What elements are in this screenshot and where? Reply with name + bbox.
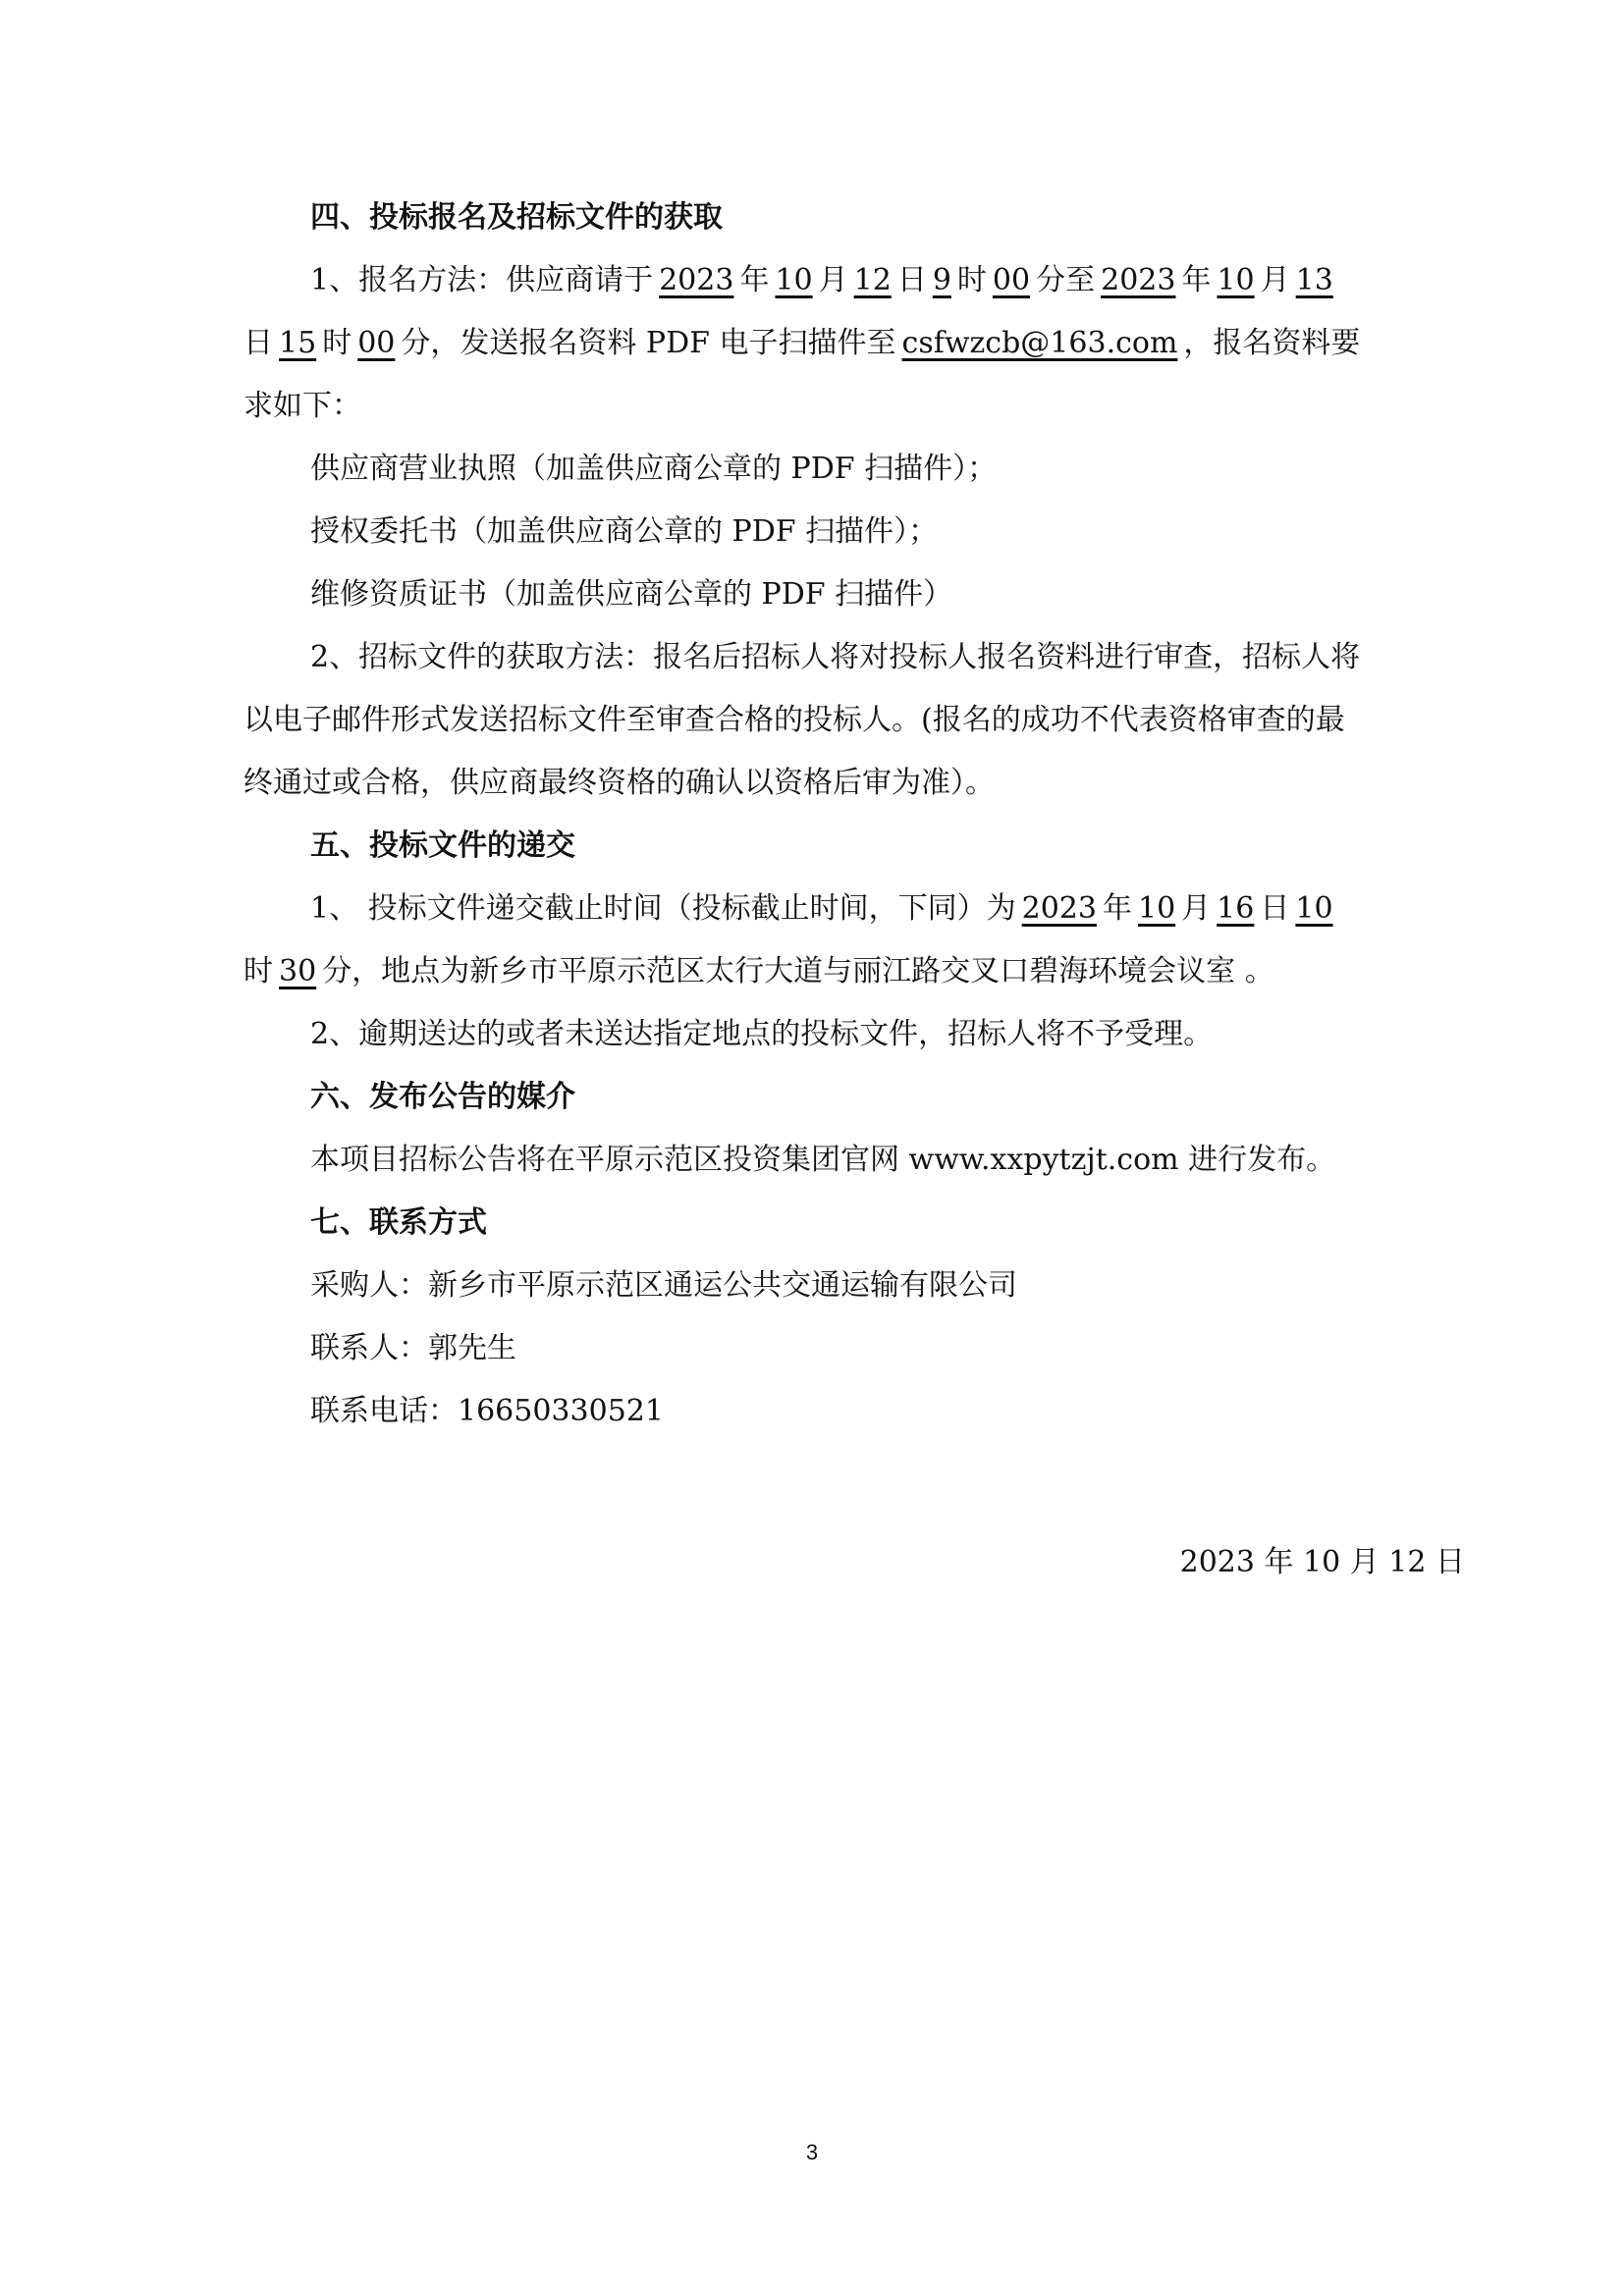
section-5-heading: 五、投标文件的递交 bbox=[310, 828, 575, 863]
page-number: 3 bbox=[805, 2140, 819, 2164]
text: 月 bbox=[1260, 263, 1290, 297]
section-7-heading: 七、联系方式 bbox=[310, 1205, 487, 1240]
end-minute: 00 bbox=[357, 326, 396, 360]
text: 1、报名方法：供应商请于 bbox=[310, 263, 654, 297]
end-hour: 15 bbox=[279, 326, 317, 360]
end-day: 13 bbox=[1295, 263, 1333, 297]
s4-item1-line3: 求如下： bbox=[244, 389, 361, 423]
contact-person: 联系人：郭先生 bbox=[310, 1331, 516, 1365]
s4-item1-line1 bbox=[244, 249, 1469, 312]
section-6-heading: 六、发布公告的媒介 bbox=[310, 1080, 575, 1114]
text: ，报名资料要 bbox=[1183, 326, 1361, 360]
text: 月 bbox=[818, 263, 848, 297]
text: 分至 bbox=[1036, 263, 1096, 297]
contact-phone: 联系电话：16650330521 bbox=[310, 1394, 664, 1428]
text: 年 bbox=[739, 263, 770, 297]
email-link[interactable]: csfwzcb@163.com bbox=[901, 326, 1178, 360]
purchaser: 采购人：新乡市平原示范区通运公共交通运输有限公司 bbox=[310, 1268, 1017, 1303]
text: 日 bbox=[896, 263, 927, 297]
start-year: 2023 bbox=[659, 263, 734, 297]
deadline-year: 2023 bbox=[1021, 891, 1097, 926]
required-doc-2: 授权委托书（加盖供应商公章的 PDF 扫描件）； bbox=[310, 514, 939, 549]
text: 1、 投标文件递交截止时间（投标截止时间，下同）为 bbox=[310, 891, 1016, 926]
text: 日 bbox=[1260, 891, 1290, 926]
deadline-day: 16 bbox=[1217, 891, 1255, 926]
start-minute: 00 bbox=[992, 263, 1031, 297]
document-date: 2023 年 10 月 12 日 bbox=[1179, 1545, 1465, 1579]
text: 月 bbox=[1181, 891, 1212, 926]
document-body bbox=[244, 187, 1469, 1443]
deadline-month: 10 bbox=[1137, 891, 1176, 926]
text: 分，发送报名资料 PDF 电子扫描件至 bbox=[401, 326, 896, 360]
s5-item2: 2、逾期送达的或者未送达指定地点的投标文件，招标人将不予受理。 bbox=[310, 1017, 1214, 1051]
s4-item2-line1: 2、招标文件的获取方法：报名后招标人将对投标人报名资料进行审查，招标人将 bbox=[310, 640, 1361, 674]
start-hour: 9 bbox=[932, 263, 951, 297]
text: 日 bbox=[244, 326, 273, 360]
s4-item1-line2 bbox=[244, 312, 1469, 375]
s5-item1-line1 bbox=[244, 878, 1469, 940]
required-doc-3: 维修资质证书（加盖供应商公章的 PDF 扫描件） bbox=[310, 577, 953, 612]
s5-item1-line2 bbox=[244, 940, 1469, 1003]
text: 时 bbox=[322, 326, 352, 360]
text: 时 bbox=[244, 954, 273, 988]
text: 分，地点为新乡市平原示范区太行大道与丽江路交叉口碧海环境会议室 。 bbox=[322, 954, 1274, 988]
deadline-minute: 30 bbox=[279, 954, 317, 988]
deadline-hour: 10 bbox=[1295, 891, 1333, 926]
text: 年 bbox=[1102, 891, 1132, 926]
end-year: 2023 bbox=[1101, 263, 1176, 297]
text: 年 bbox=[1181, 263, 1212, 297]
text: 时 bbox=[956, 263, 987, 297]
end-month: 10 bbox=[1217, 263, 1255, 297]
start-month: 10 bbox=[775, 263, 813, 297]
s6-body: 本项目招标公告将在平原示范区投资集团官网 www.xxpytzjt.com 进行发布。 bbox=[310, 1143, 1336, 1177]
required-doc-1: 供应商营业执照（加盖供应商公章的 PDF 扫描件）； bbox=[310, 452, 998, 486]
s4-item2-line3: 终通过或合格，供应商最终资格的确认以资格后审为准）。 bbox=[244, 766, 995, 800]
section-4-heading: 四、投标报名及招标文件的获取 bbox=[310, 200, 723, 235]
start-day: 12 bbox=[853, 263, 892, 297]
s4-item2-line2: 以电子邮件形式发送招标文件至审查合格的投标人。(报名的成功不代表资格审查的最 bbox=[244, 703, 1345, 737]
